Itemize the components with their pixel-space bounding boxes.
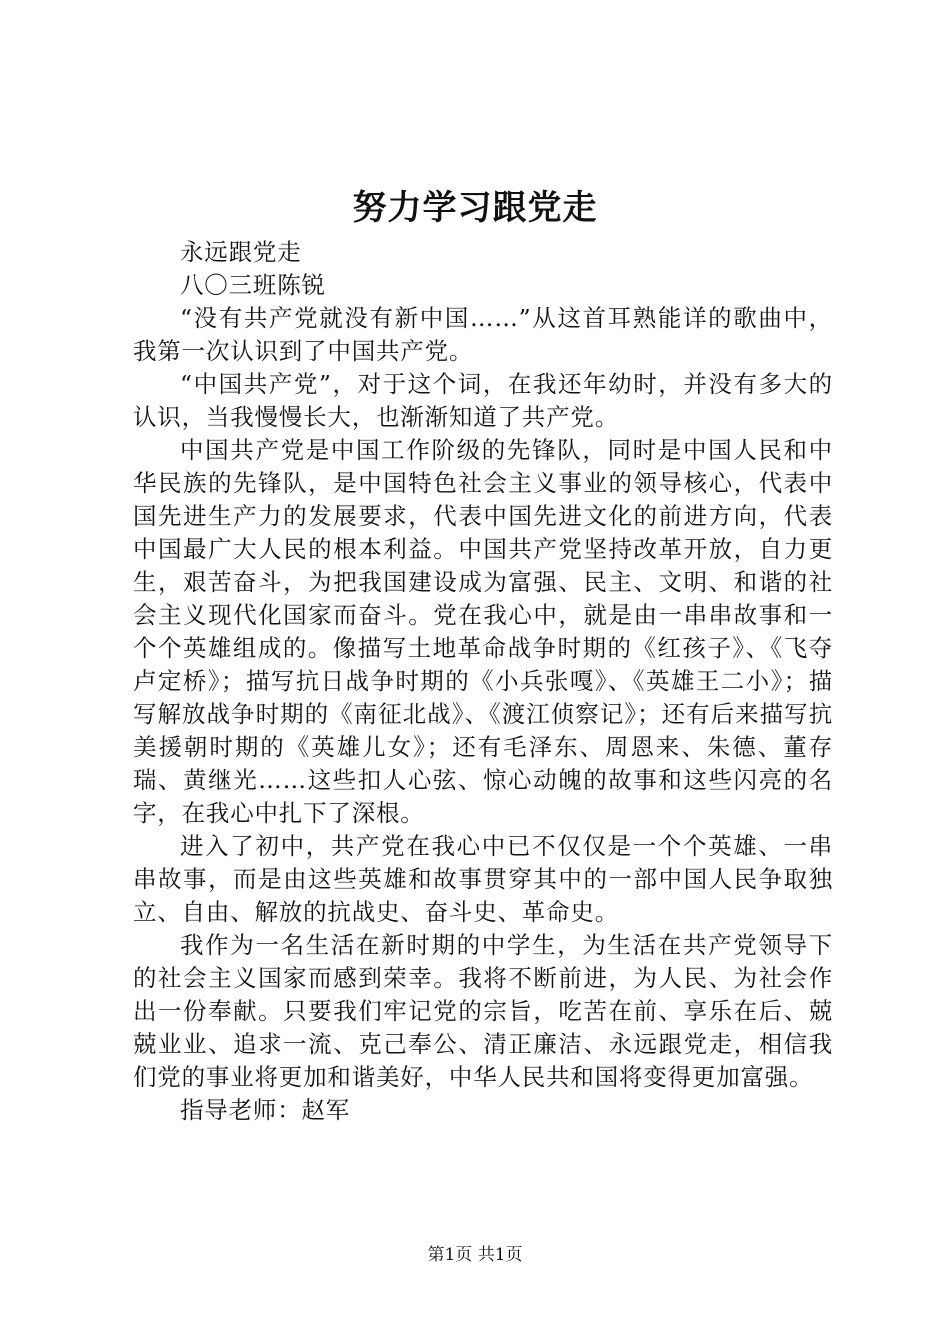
paragraph-3: 中国共产党是中国工作阶级的先锋队，同时是中国人民和中华民族的先锋队，是中国特色社会主义事业的领导核心，代表中国先进生产力的发展要求，代表中国先进文化的前进方向，代表中国最广大人民的根本利益。中国共产党坚持改革开放，自力更生，艰苦奋斗，为把我国建设成为富强、民主、文明、和谐的社会主义现代化国家而奋斗。党在我心中，就是由一串串故事和一个个英雄组成的。像描写土地革命战争时期的《红孩子》、《飞夺卢定桥》；描写抗日战争时期的《小兵张嘎》、《英雄王二小》；描写解放战争时期的《南征北战》、《渡江侦察记》；还有后来描写抗美援朝时期的《英雄儿女》；还有毛泽东、周恩来、朱德、董存瑞、黄继光……这些扣人心弦、惊心动魄的故事和这些闪亮的名字，在我心中扎下了深根。 <box>133 436 833 827</box>
paragraph-1: “没有共产党就没有新中国……”从这首耳熟能详的歌曲中，我第一次认识到了中国共产党。 <box>133 304 833 365</box>
paragraph-2: “中国共产党”，对于这个词，在我还年幼时，并没有多大的认识，当我慢慢长大，也渐渐知道了共产党。 <box>133 370 833 431</box>
page-number-footer: 第1页 共1页 <box>427 1245 523 1265</box>
paragraph-4: 进入了初中，共产党在我心中已不仅仅是一个个英雄、一串串故事，而是由这些英雄和故事贯穿其中的一部中国人民争取独立、自由、解放的抗战史、奋斗史、革命史。 <box>133 832 833 926</box>
paragraph-author: 八〇三班陈锐 <box>180 271 326 299</box>
paragraph-5: 我作为一名生活在新时期的中学生，为生活在共产党领导下的社会主义国家而感到荣幸。我将不断前进，为人民、为社会作出一份奉献。只要我们牢记党的宗旨，吃苦在前、享乐在后、兢兢业业、追求一流、克己奉公、清正廉洁、永远跟党走，相信我们党的事业将更加和谐美好，中华人民共和国将变得更加富强。 <box>133 931 833 1091</box>
document-body <box>133 236 833 1127</box>
paragraph-advisor: 指导老师：赵军 <box>180 1096 351 1124</box>
document-title: 努力学习跟党走 <box>352 188 598 228</box>
paragraph-subtitle: 永远跟党走 <box>180 238 302 266</box>
